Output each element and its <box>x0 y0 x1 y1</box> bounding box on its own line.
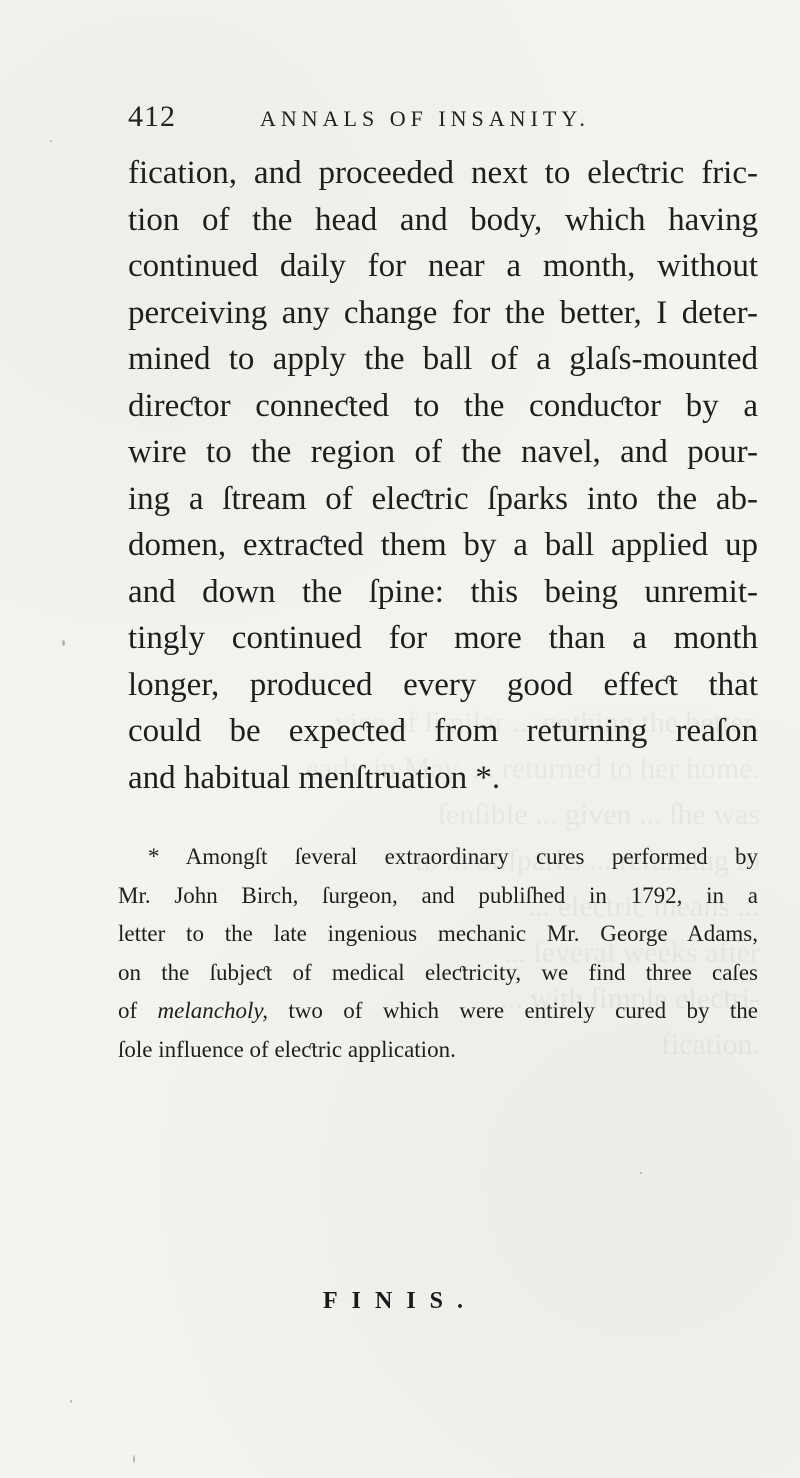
text-line: wire to the region of the navel, and pour- <box>128 434 758 470</box>
footnote-line: Mr. John Birch, ſurgeon, and publiſhed in 1792, in a <box>118 882 758 908</box>
footnote-line: on the ſubjeƈt of medical eleƈtricity, we find three caſes <box>118 959 758 985</box>
text-line: longer, produced every good effeƈt that <box>128 666 758 703</box>
footnote <box>118 838 758 1069</box>
paper-speck <box>640 1172 642 1174</box>
text-line: fication, and proceeded next to eleƈtric fric- <box>128 155 758 191</box>
page-number: 412 <box>128 100 176 133</box>
footnote-prefix: of <box>118 998 138 1023</box>
text-line: direƈtor conneƈted to the conduƈtor by a <box>128 387 758 424</box>
running-head: ANNALS OF INSANITY. <box>260 106 590 131</box>
text-line: could be expeƈted from returning reaſon <box>128 713 758 749</box>
paper-speck <box>70 1400 72 1403</box>
text-line: and down the ſpine: this being unremit- <box>128 573 758 610</box>
footnote-rest: two of which were entirely cured by the <box>288 998 758 1023</box>
text-line: and habitual menſtruation *. <box>128 759 501 796</box>
text-line: perceiving any change for the better, I deter- <box>128 294 758 331</box>
footnote-line <box>118 992 758 1031</box>
main-text <box>128 150 758 801</box>
footnote-line: ſole influence of eleƈtric application. <box>118 1036 456 1062</box>
text-line: continued daily for near a month, without <box>128 248 758 284</box>
text-line: ing a ſtream of eleƈtric ſparks into the ab- <box>128 480 758 517</box>
paper-speck <box>50 140 52 142</box>
page-header <box>128 100 748 140</box>
paper-speck <box>62 640 65 646</box>
footnote-line: * Amongſt ſeveral extraordinary cures performed by <box>148 844 758 869</box>
text-line: tion of the head and body, which having <box>128 201 758 238</box>
footnote-italic-term: melancholy, <box>157 998 269 1023</box>
text-line: domen, extraƈted them by a ball applied up <box>128 527 758 563</box>
finis-mark: FINIS. <box>322 1288 478 1314</box>
text-line: tingly continued for more than a month <box>128 620 758 656</box>
footnote-line: letter to the late ingenious mechanic Mr. George Adams, <box>118 921 758 946</box>
paper-speck <box>133 1455 135 1463</box>
text-line: mined to apply the ball of a glaſs-mounted <box>128 341 758 377</box>
